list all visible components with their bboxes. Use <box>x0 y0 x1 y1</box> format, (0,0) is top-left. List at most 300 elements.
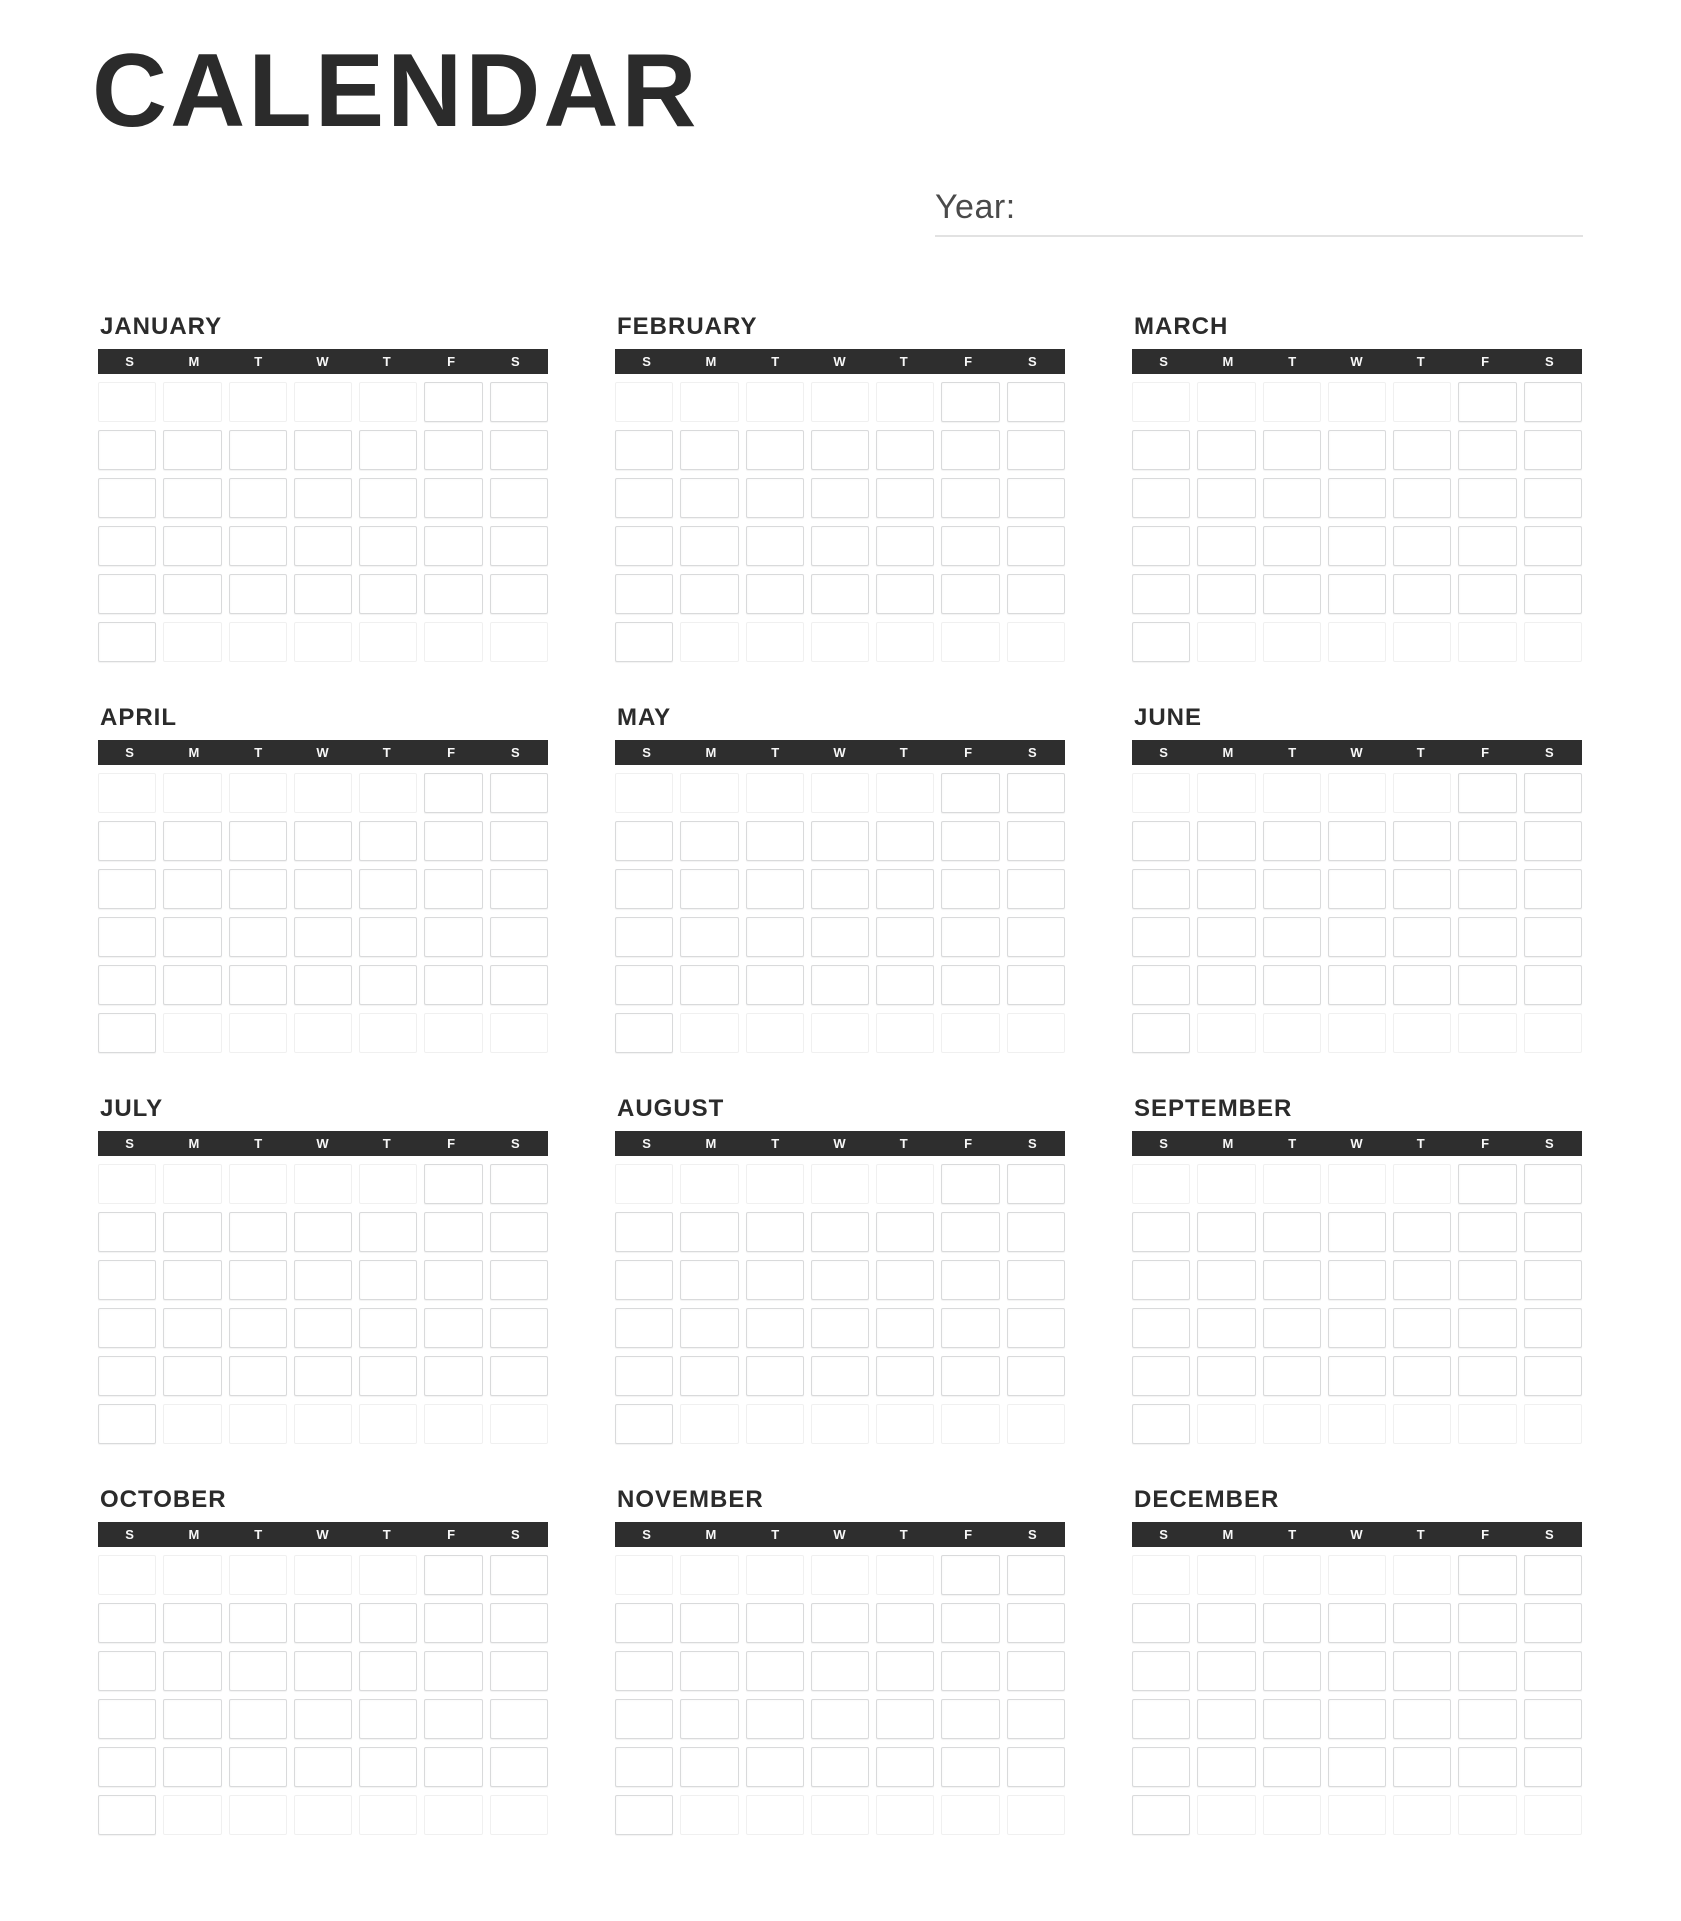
date-cell[interactable] <box>1132 1013 1190 1053</box>
date-cell[interactable] <box>941 574 999 614</box>
date-cell[interactable] <box>746 1747 804 1787</box>
date-cell[interactable] <box>1132 574 1190 614</box>
date-cell[interactable] <box>941 1260 999 1300</box>
date-cell[interactable] <box>1132 1699 1190 1739</box>
date-cell[interactable] <box>876 1212 934 1252</box>
date-cell[interactable] <box>1328 1260 1386 1300</box>
date-cell[interactable] <box>424 1699 482 1739</box>
date-cell[interactable] <box>1263 965 1321 1005</box>
date-cell[interactable] <box>1328 1603 1386 1643</box>
date-cell[interactable] <box>941 1164 999 1204</box>
date-cell[interactable] <box>359 1603 417 1643</box>
date-cell[interactable] <box>1132 1404 1190 1444</box>
date-cell[interactable] <box>98 869 156 909</box>
date-cell[interactable] <box>1393 1260 1451 1300</box>
date-cell[interactable] <box>294 1747 352 1787</box>
date-cell[interactable] <box>1197 1356 1255 1396</box>
date-cell[interactable] <box>294 917 352 957</box>
date-cell[interactable] <box>615 1603 673 1643</box>
date-cell[interactable] <box>1393 1651 1451 1691</box>
date-cell[interactable] <box>1524 382 1582 422</box>
date-cell[interactable] <box>229 1747 287 1787</box>
date-cell[interactable] <box>680 1747 738 1787</box>
date-cell[interactable] <box>359 1260 417 1300</box>
date-cell[interactable] <box>163 1212 221 1252</box>
date-cell[interactable] <box>424 574 482 614</box>
date-cell[interactable] <box>1132 1308 1190 1348</box>
date-cell[interactable] <box>1524 430 1582 470</box>
date-cell[interactable] <box>811 1356 869 1396</box>
date-cell[interactable] <box>229 965 287 1005</box>
date-cell[interactable] <box>811 1212 869 1252</box>
date-cell[interactable] <box>1328 965 1386 1005</box>
date-cell[interactable] <box>876 1260 934 1300</box>
date-cell[interactable] <box>941 1212 999 1252</box>
date-cell[interactable] <box>1328 1747 1386 1787</box>
date-cell[interactable] <box>1524 1164 1582 1204</box>
date-cell[interactable] <box>811 1699 869 1739</box>
date-cell[interactable] <box>163 1260 221 1300</box>
date-cell[interactable] <box>229 869 287 909</box>
date-cell[interactable] <box>294 965 352 1005</box>
date-cell[interactable] <box>1393 1747 1451 1787</box>
date-cell[interactable] <box>98 1212 156 1252</box>
date-cell[interactable] <box>98 430 156 470</box>
date-cell[interactable] <box>163 1699 221 1739</box>
date-cell[interactable] <box>163 1603 221 1643</box>
date-cell[interactable] <box>1393 1308 1451 1348</box>
date-cell[interactable] <box>294 430 352 470</box>
date-cell[interactable] <box>294 1651 352 1691</box>
date-cell[interactable] <box>1007 478 1065 518</box>
date-cell[interactable] <box>424 430 482 470</box>
date-cell[interactable] <box>424 1603 482 1643</box>
date-cell[interactable] <box>1197 1699 1255 1739</box>
date-cell[interactable] <box>615 1651 673 1691</box>
date-cell[interactable] <box>1524 1356 1582 1396</box>
date-cell[interactable] <box>1132 430 1190 470</box>
date-cell[interactable] <box>1458 1356 1516 1396</box>
date-cell[interactable] <box>490 478 548 518</box>
date-cell[interactable] <box>941 1747 999 1787</box>
date-cell[interactable] <box>1524 478 1582 518</box>
date-cell[interactable] <box>1458 478 1516 518</box>
date-cell[interactable] <box>1524 773 1582 813</box>
date-cell[interactable] <box>424 1651 482 1691</box>
date-cell[interactable] <box>615 478 673 518</box>
date-cell[interactable] <box>98 1308 156 1348</box>
date-cell[interactable] <box>876 917 934 957</box>
date-cell[interactable] <box>1524 1747 1582 1787</box>
date-cell[interactable] <box>1197 917 1255 957</box>
date-cell[interactable] <box>1524 965 1582 1005</box>
date-cell[interactable] <box>811 1603 869 1643</box>
date-cell[interactable] <box>876 430 934 470</box>
date-cell[interactable] <box>680 821 738 861</box>
date-cell[interactable] <box>424 1356 482 1396</box>
date-cell[interactable] <box>1007 917 1065 957</box>
date-cell[interactable] <box>229 1260 287 1300</box>
date-cell[interactable] <box>746 1212 804 1252</box>
date-cell[interactable] <box>1458 1260 1516 1300</box>
date-cell[interactable] <box>1393 1603 1451 1643</box>
date-cell[interactable] <box>941 869 999 909</box>
date-cell[interactable] <box>680 1603 738 1643</box>
date-cell[interactable] <box>1007 1555 1065 1595</box>
date-cell[interactable] <box>1007 1308 1065 1348</box>
date-cell[interactable] <box>424 965 482 1005</box>
date-cell[interactable] <box>1328 478 1386 518</box>
date-cell[interactable] <box>1328 1308 1386 1348</box>
date-cell[interactable] <box>876 1699 934 1739</box>
date-cell[interactable] <box>876 869 934 909</box>
date-cell[interactable] <box>1263 1212 1321 1252</box>
date-cell[interactable] <box>1132 1651 1190 1691</box>
date-cell[interactable] <box>1263 917 1321 957</box>
date-cell[interactable] <box>229 1356 287 1396</box>
date-cell[interactable] <box>1007 382 1065 422</box>
date-cell[interactable] <box>294 1699 352 1739</box>
date-cell[interactable] <box>424 1212 482 1252</box>
date-cell[interactable] <box>1007 869 1065 909</box>
date-cell[interactable] <box>294 821 352 861</box>
date-cell[interactable] <box>424 821 482 861</box>
date-cell[interactable] <box>615 1356 673 1396</box>
date-cell[interactable] <box>98 1260 156 1300</box>
date-cell[interactable] <box>1458 1651 1516 1691</box>
date-cell[interactable] <box>615 574 673 614</box>
date-cell[interactable] <box>1132 478 1190 518</box>
date-cell[interactable] <box>941 1699 999 1739</box>
date-cell[interactable] <box>680 1651 738 1691</box>
date-cell[interactable] <box>1132 622 1190 662</box>
date-cell[interactable] <box>1007 1260 1065 1300</box>
date-cell[interactable] <box>359 965 417 1005</box>
date-cell[interactable] <box>98 478 156 518</box>
date-cell[interactable] <box>1524 1260 1582 1300</box>
date-cell[interactable] <box>424 1260 482 1300</box>
date-cell[interactable] <box>229 526 287 566</box>
date-cell[interactable] <box>1132 1260 1190 1300</box>
date-cell[interactable] <box>424 773 482 813</box>
date-cell[interactable] <box>1263 1603 1321 1643</box>
date-cell[interactable] <box>1524 574 1582 614</box>
date-cell[interactable] <box>163 965 221 1005</box>
date-cell[interactable] <box>1458 1555 1516 1595</box>
date-cell[interactable] <box>98 1013 156 1053</box>
date-cell[interactable] <box>615 1795 673 1835</box>
date-cell[interactable] <box>490 1603 548 1643</box>
date-cell[interactable] <box>811 869 869 909</box>
date-cell[interactable] <box>163 1651 221 1691</box>
date-cell[interactable] <box>1132 821 1190 861</box>
date-cell[interactable] <box>1524 1699 1582 1739</box>
date-cell[interactable] <box>1393 574 1451 614</box>
date-cell[interactable] <box>941 1356 999 1396</box>
date-cell[interactable] <box>615 430 673 470</box>
date-cell[interactable] <box>615 526 673 566</box>
date-cell[interactable] <box>746 478 804 518</box>
date-cell[interactable] <box>1524 1212 1582 1252</box>
date-cell[interactable] <box>615 1404 673 1444</box>
date-cell[interactable] <box>1458 965 1516 1005</box>
date-cell[interactable] <box>615 1013 673 1053</box>
date-cell[interactable] <box>941 430 999 470</box>
date-cell[interactable] <box>163 821 221 861</box>
date-cell[interactable] <box>294 1603 352 1643</box>
date-cell[interactable] <box>490 574 548 614</box>
date-cell[interactable] <box>941 773 999 813</box>
date-cell[interactable] <box>1524 917 1582 957</box>
date-cell[interactable] <box>1197 1603 1255 1643</box>
date-cell[interactable] <box>746 1308 804 1348</box>
date-cell[interactable] <box>1328 430 1386 470</box>
date-cell[interactable] <box>746 965 804 1005</box>
date-cell[interactable] <box>1458 869 1516 909</box>
date-cell[interactable] <box>163 526 221 566</box>
date-cell[interactable] <box>1197 1212 1255 1252</box>
date-cell[interactable] <box>490 1747 548 1787</box>
date-cell[interactable] <box>746 917 804 957</box>
date-cell[interactable] <box>1197 526 1255 566</box>
date-cell[interactable] <box>98 965 156 1005</box>
date-cell[interactable] <box>876 478 934 518</box>
date-cell[interactable] <box>1263 1651 1321 1691</box>
date-cell[interactable] <box>1328 1699 1386 1739</box>
date-cell[interactable] <box>163 1747 221 1787</box>
date-cell[interactable] <box>294 869 352 909</box>
date-cell[interactable] <box>1007 1212 1065 1252</box>
date-cell[interactable] <box>1197 574 1255 614</box>
date-cell[interactable] <box>1263 1699 1321 1739</box>
date-cell[interactable] <box>490 1308 548 1348</box>
date-cell[interactable] <box>1524 526 1582 566</box>
date-cell[interactable] <box>1393 965 1451 1005</box>
date-cell[interactable] <box>490 1699 548 1739</box>
date-cell[interactable] <box>1197 821 1255 861</box>
date-cell[interactable] <box>490 965 548 1005</box>
date-cell[interactable] <box>746 1651 804 1691</box>
date-cell[interactable] <box>1132 917 1190 957</box>
date-cell[interactable] <box>1197 1651 1255 1691</box>
date-cell[interactable] <box>294 1356 352 1396</box>
date-cell[interactable] <box>1393 917 1451 957</box>
date-cell[interactable] <box>876 1356 934 1396</box>
date-cell[interactable] <box>876 1747 934 1787</box>
date-cell[interactable] <box>359 1356 417 1396</box>
date-cell[interactable] <box>98 1651 156 1691</box>
date-cell[interactable] <box>1007 1356 1065 1396</box>
date-cell[interactable] <box>1328 1651 1386 1691</box>
date-cell[interactable] <box>615 917 673 957</box>
date-cell[interactable] <box>746 1260 804 1300</box>
date-cell[interactable] <box>1458 773 1516 813</box>
date-cell[interactable] <box>1007 773 1065 813</box>
date-cell[interactable] <box>424 1164 482 1204</box>
date-cell[interactable] <box>1458 1308 1516 1348</box>
date-cell[interactable] <box>1393 526 1451 566</box>
date-cell[interactable] <box>359 430 417 470</box>
date-cell[interactable] <box>490 1212 548 1252</box>
date-cell[interactable] <box>424 917 482 957</box>
date-cell[interactable] <box>1263 574 1321 614</box>
date-cell[interactable] <box>1393 869 1451 909</box>
date-cell[interactable] <box>229 917 287 957</box>
date-cell[interactable] <box>1007 965 1065 1005</box>
date-cell[interactable] <box>490 821 548 861</box>
date-cell[interactable] <box>876 526 934 566</box>
date-cell[interactable] <box>746 821 804 861</box>
date-cell[interactable] <box>1132 965 1190 1005</box>
date-cell[interactable] <box>490 917 548 957</box>
date-cell[interactable] <box>1458 526 1516 566</box>
date-cell[interactable] <box>490 1260 548 1300</box>
date-cell[interactable] <box>163 1356 221 1396</box>
date-cell[interactable] <box>1263 821 1321 861</box>
date-cell[interactable] <box>98 622 156 662</box>
date-cell[interactable] <box>746 526 804 566</box>
date-cell[interactable] <box>876 1603 934 1643</box>
date-cell[interactable] <box>359 1651 417 1691</box>
date-cell[interactable] <box>98 1747 156 1787</box>
date-cell[interactable] <box>941 1603 999 1643</box>
date-cell[interactable] <box>424 526 482 566</box>
date-cell[interactable] <box>229 1603 287 1643</box>
date-cell[interactable] <box>615 965 673 1005</box>
date-cell[interactable] <box>294 478 352 518</box>
date-cell[interactable] <box>680 965 738 1005</box>
date-cell[interactable] <box>1007 1699 1065 1739</box>
date-cell[interactable] <box>1458 1164 1516 1204</box>
date-cell[interactable] <box>746 430 804 470</box>
date-cell[interactable] <box>1328 574 1386 614</box>
date-cell[interactable] <box>876 1651 934 1691</box>
date-cell[interactable] <box>1132 526 1190 566</box>
date-cell[interactable] <box>229 1308 287 1348</box>
date-cell[interactable] <box>746 1699 804 1739</box>
date-cell[interactable] <box>746 1603 804 1643</box>
date-cell[interactable] <box>98 1603 156 1643</box>
date-cell[interactable] <box>1524 869 1582 909</box>
date-cell[interactable] <box>229 478 287 518</box>
date-cell[interactable] <box>294 1308 352 1348</box>
date-cell[interactable] <box>229 1212 287 1252</box>
date-cell[interactable] <box>1328 869 1386 909</box>
date-cell[interactable] <box>1328 917 1386 957</box>
date-cell[interactable] <box>680 526 738 566</box>
date-cell[interactable] <box>1263 1260 1321 1300</box>
date-cell[interactable] <box>680 478 738 518</box>
date-cell[interactable] <box>1393 1212 1451 1252</box>
date-cell[interactable] <box>615 1747 673 1787</box>
date-cell[interactable] <box>1263 1356 1321 1396</box>
date-cell[interactable] <box>1007 574 1065 614</box>
date-cell[interactable] <box>811 1747 869 1787</box>
date-cell[interactable] <box>229 1651 287 1691</box>
date-cell[interactable] <box>490 526 548 566</box>
date-cell[interactable] <box>615 1260 673 1300</box>
date-cell[interactable] <box>1328 526 1386 566</box>
date-cell[interactable] <box>680 1212 738 1252</box>
date-cell[interactable] <box>424 1747 482 1787</box>
date-cell[interactable] <box>1007 526 1065 566</box>
date-cell[interactable] <box>1197 478 1255 518</box>
date-cell[interactable] <box>1263 869 1321 909</box>
date-cell[interactable] <box>1393 821 1451 861</box>
date-cell[interactable] <box>1458 1699 1516 1739</box>
date-cell[interactable] <box>163 869 221 909</box>
date-cell[interactable] <box>1458 430 1516 470</box>
date-cell[interactable] <box>1458 574 1516 614</box>
date-cell[interactable] <box>615 1308 673 1348</box>
date-cell[interactable] <box>163 574 221 614</box>
date-cell[interactable] <box>811 1308 869 1348</box>
date-cell[interactable] <box>680 574 738 614</box>
date-cell[interactable] <box>1393 1356 1451 1396</box>
date-cell[interactable] <box>811 574 869 614</box>
date-cell[interactable] <box>1132 1356 1190 1396</box>
date-cell[interactable] <box>294 1212 352 1252</box>
date-cell[interactable] <box>746 574 804 614</box>
date-cell[interactable] <box>163 1308 221 1348</box>
date-cell[interactable] <box>229 430 287 470</box>
date-cell[interactable] <box>680 869 738 909</box>
date-cell[interactable] <box>1458 1212 1516 1252</box>
date-cell[interactable] <box>359 1747 417 1787</box>
date-cell[interactable] <box>294 1260 352 1300</box>
date-cell[interactable] <box>1263 478 1321 518</box>
date-cell[interactable] <box>229 821 287 861</box>
date-cell[interactable] <box>490 1651 548 1691</box>
date-cell[interactable] <box>811 965 869 1005</box>
date-cell[interactable] <box>941 1651 999 1691</box>
date-cell[interactable] <box>424 478 482 518</box>
date-cell[interactable] <box>1393 478 1451 518</box>
date-cell[interactable] <box>1328 821 1386 861</box>
date-cell[interactable] <box>1132 1603 1190 1643</box>
date-cell[interactable] <box>359 478 417 518</box>
date-cell[interactable] <box>876 1308 934 1348</box>
date-cell[interactable] <box>1393 430 1451 470</box>
date-cell[interactable] <box>1197 1260 1255 1300</box>
date-cell[interactable] <box>359 1699 417 1739</box>
date-cell[interactable] <box>98 917 156 957</box>
date-cell[interactable] <box>680 430 738 470</box>
date-cell[interactable] <box>424 869 482 909</box>
date-cell[interactable] <box>1197 869 1255 909</box>
date-cell[interactable] <box>359 821 417 861</box>
date-cell[interactable] <box>941 382 999 422</box>
date-cell[interactable] <box>294 526 352 566</box>
date-cell[interactable] <box>1524 1555 1582 1595</box>
date-cell[interactable] <box>424 382 482 422</box>
date-cell[interactable] <box>229 574 287 614</box>
date-cell[interactable] <box>1328 1212 1386 1252</box>
date-cell[interactable] <box>424 1308 482 1348</box>
date-cell[interactable] <box>490 773 548 813</box>
date-cell[interactable] <box>1458 1603 1516 1643</box>
date-cell[interactable] <box>1263 1308 1321 1348</box>
date-cell[interactable] <box>615 1699 673 1739</box>
date-cell[interactable] <box>941 1308 999 1348</box>
date-cell[interactable] <box>1007 1747 1065 1787</box>
date-cell[interactable] <box>680 1356 738 1396</box>
date-cell[interactable] <box>1007 821 1065 861</box>
date-cell[interactable] <box>1393 1699 1451 1739</box>
date-cell[interactable] <box>98 526 156 566</box>
date-cell[interactable] <box>359 869 417 909</box>
date-cell[interactable] <box>490 1555 548 1595</box>
